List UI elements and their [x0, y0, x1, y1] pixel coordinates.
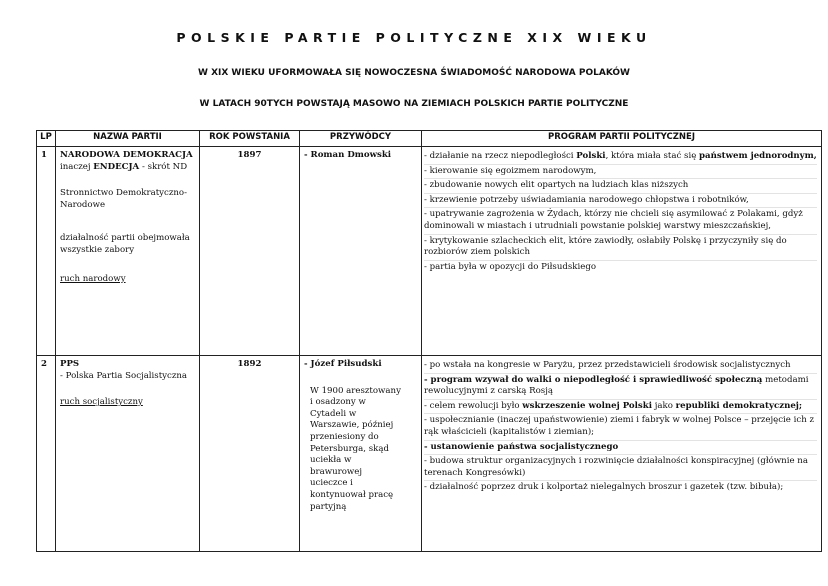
- program-item: - partia była w opozycji do Piłsudskiego: [424, 261, 596, 272]
- program-bold: państwem jednorodnym,: [699, 151, 817, 161]
- header-lp: LP: [37, 131, 56, 147]
- header-name: NAZWA PARTII: [56, 131, 200, 147]
- alias-bold: ENDECJA: [93, 161, 140, 172]
- party-movement: ruch narodowy: [60, 273, 126, 284]
- party-name-cell: [56, 356, 200, 552]
- table-row: [37, 356, 822, 552]
- program-item: - upatrywanie zagrożenia w Żydach, którzy nie chcieli się asymilować z Polakami, gdyż dominowali w miastach i utrudniali powstanie polskiej warstwy mieszczańskiej,: [424, 208, 817, 234]
- program-item: - kierowanie się egoizmem narodowym,: [424, 165, 817, 180]
- program-item: - po wstała na kongresie w Paryżu, przez przedstawicieli środowisk socjalistycznych: [424, 359, 817, 374]
- row-lp: 2: [37, 356, 56, 552]
- party-name-cell: [56, 147, 200, 356]
- program-item: - budowa struktur organizacyjnych i rozwinięcie działalności konspiracyjnej (głównie na terenach Kongresówki): [424, 455, 817, 481]
- subtitle-parties: W LATACH 90TYCH POWSTAJĄ MASOWO NA ZIEMIACH POLSKICH PARTIE POLITYCZNE: [199, 99, 629, 109]
- program-item: [424, 150, 817, 165]
- program-text: , która miała stać się: [605, 151, 700, 161]
- party-year: 1892: [200, 356, 300, 552]
- program-item: - zbudowanie nowych elit opartych na ludziach klas niższych: [424, 179, 817, 194]
- row-lp: 1: [37, 147, 56, 356]
- program-text: jako: [652, 400, 676, 411]
- party-leader: - Roman Dmowski: [300, 147, 422, 356]
- program-text: metodami rewolucyjnymi z carską Rosją: [424, 374, 809, 397]
- party-name: PPS: [60, 359, 80, 369]
- party-year: 1897: [200, 147, 300, 356]
- alias-prefix: inaczej: [60, 161, 94, 172]
- program-item: - uspołecznianie (inaczej upaństwowienie) ziemi i fabryk w wolnej Polsce – przejęcie ich z rąk właścicieli (kapitalistów i ziemian);: [424, 414, 817, 440]
- program-text: - działanie na rzecz niepodległości: [424, 151, 577, 161]
- header-year: ROK POWSTANIA: [200, 131, 300, 147]
- leader-bio: W 1900 aresztowany i osadzony w Cytadeli w Warszawie, później przeniesiony do Petersburga, skąd uciekła w brawurowej ucieczce i kontynuował pracę partyjną: [310, 385, 401, 512]
- party-leader-cell: [300, 356, 422, 552]
- program-item: [424, 400, 817, 415]
- party-leader: - Józef Piłsudski: [304, 359, 382, 369]
- program-item: - krzewienie potrzeby uświadamiania narodowego chłopstwa i robotników,: [424, 194, 817, 209]
- alias-suffix: - skrót ND: [139, 161, 188, 172]
- program-bold: republiki demokratycznej;: [675, 400, 803, 411]
- subtitle-consciousness: W XIX WIEKU UFORMOWAŁA SIĘ NOWOCZESNA ŚWIADOMOŚĆ NARODOWA POLAKÓW: [198, 68, 630, 78]
- program-item: - działalność poprzez druk i kolportaż nielegalnych broszur i gazetek (tzw. bibuła);: [424, 482, 784, 493]
- table-row: [37, 147, 822, 356]
- party-name: NARODOWA DEMOKRACJA: [60, 150, 193, 160]
- table-header-row: [37, 131, 822, 147]
- program-item: - ustanowienie państwa socjalistycznego: [424, 441, 817, 456]
- program-bold: Polski: [576, 151, 606, 161]
- party-full-name: - Polska Partia Socjalistyczna: [60, 370, 188, 381]
- party-program: [422, 147, 822, 356]
- party-alt-name: Stronnictwo Demokratyczno-Narodowe: [60, 188, 187, 210]
- party-scope: działalność partii obejmowała wszystkie zabory: [60, 233, 190, 255]
- page-title: POLSKIE PARTIE POLITYCZNE XIX WIEKU: [176, 30, 652, 45]
- header-program: PROGRAM PARTII POLITYCZNEJ: [422, 131, 822, 147]
- party-movement: ruch socjalistyczny: [60, 397, 143, 408]
- program-item: [424, 374, 817, 400]
- program-bold: wskrzeszenie wolnej Polski: [522, 400, 652, 411]
- program-text: - celem rewolucji było: [424, 400, 523, 411]
- program-item: - krytykowanie szlacheckich elit, które zawiodły, osłabiły Polskę i przyczyniły się do rozbiorów ziem polskich: [424, 235, 817, 261]
- party-program: [422, 356, 822, 552]
- program-bold: - program wzywał do walki o niepodległość i sprawiedliwość społeczną: [424, 374, 763, 385]
- parties-table: [36, 130, 822, 552]
- party-alias: [60, 162, 195, 174]
- header-leaders: PRZYWÓDCY: [300, 131, 422, 147]
